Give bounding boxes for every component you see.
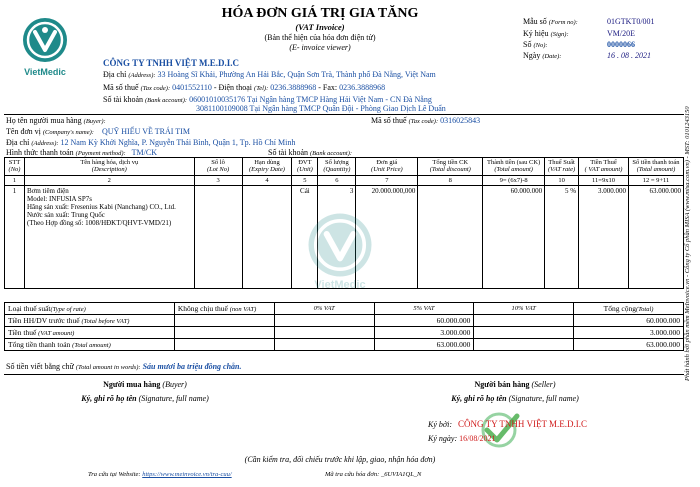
seller-sign-label-en: (Seller) [531,380,556,389]
no-label-en: (No): [533,42,548,49]
date-row [523,51,693,60]
vat-label-cell [5,327,175,339]
column-header-label-en: (Unit) [296,166,313,174]
buyer-sign-note [50,394,240,403]
buyer-payment-row [6,148,157,157]
lookup-link[interactable]: https://www.meinvoice.vn/tra-cuu/ [142,471,232,478]
column-header-label: Tiền Thuế [590,159,617,166]
buyer-address: 12 Nam Kỳ Khởi Nghĩa, P. Nguyễn Thái Bình, Quận 1, Tp. Hồ Chí Minh [60,138,296,147]
vat-label-en: (VAT amount) [38,330,75,337]
column-header-label-en: (Total amount) [494,166,533,174]
pay-10 [474,339,574,351]
words-label-en: (Total amount in words): [75,364,141,371]
divider [4,374,684,375]
column-header-label-en: (Lot No) [206,166,230,174]
buyer-name-label-en: (Buyer): [83,118,106,125]
before-notax [174,315,274,327]
seller-fax: 0236.3888968 [339,83,386,92]
total-label: Tổng cộng [603,304,636,313]
column-header [194,158,242,176]
divider [4,114,684,115]
buyer-sign-label: Người mua hàng [103,380,161,389]
seller-sign-note-label: Ký, ghi rõ họ tên [451,394,507,403]
before-label: Tiền HH/DV trước thuế [8,316,80,325]
row-qty: 3 [318,185,356,288]
column-header-label-en: (Total discount) [429,166,471,174]
serial-label: Ký hiệu [523,29,549,38]
vat-row [5,327,684,339]
rate-label-cell [5,303,175,315]
row-amount: 60.000.000 [483,185,545,288]
row-rate: 5 % [545,185,579,288]
seller-bank-label: Số tài khoản [103,95,143,104]
seller-phone-label-en: (Tel): [254,85,269,92]
column-number: 3 [194,175,242,185]
checkmark-icon [477,410,523,450]
buyer-sign-note-en: (Signature, full name) [138,394,209,403]
buyer-address-label: Địa chỉ [6,138,30,147]
pay-notax [174,339,274,351]
company-logo [12,12,78,78]
column-header [5,158,25,176]
invoice-note: (Bản thể hiện của hóa đơn điện tử) [264,33,376,42]
buyer-address-row [6,138,295,147]
code-label: Mã tra cứu hóa đơn: [325,471,380,478]
before-row [5,315,684,327]
serial-label-en: (Sign): [550,31,569,38]
seller-bank-label-en: (Bank account): [145,97,188,104]
lookup-code: _6UVIA1QL_N [380,471,422,478]
before-5: 60.000.000 [374,315,474,327]
invoice-note-en: (E- invoice viewer) [289,43,351,52]
column-header [418,158,483,176]
side-publisher-text: Phát hành bởi phần mềm MeInvoice.vn - Công ty Cổ phần MISA (www.misa.com.vn) - MST: 0101243150 [684,106,691,381]
row-no: 1 [5,185,25,288]
buyer-sign-note-label: Ký, ghi rõ họ tên [81,394,137,403]
notax-cell [174,303,274,315]
column-header-label-en: (Description) [91,166,127,174]
pay-0 [274,339,374,351]
no-label: Số [523,40,532,49]
seller-tax-label: Mã số thuế [103,83,139,92]
buyer-name-row [6,116,106,125]
column-header-label-en: (No) [8,166,21,174]
watermark-icon [300,205,380,285]
buyer-account-label: Số tài khoản [268,148,308,157]
row-total: 63.000.000 [628,185,683,288]
column-number: 12 = 9+11 [628,175,683,185]
row-unit: Cái [292,185,318,288]
total-label-en: (Total) [635,306,654,313]
column-header-label-en: (Quantity) [323,166,351,174]
column-header-label: Số lô [211,159,225,166]
column-header-label: Thuế Suất [548,159,575,166]
row-price: 20.000.000,000 [356,185,418,288]
seller-bank-1: 06001010035176 Tại Ngân hàng TMCP Hàng Hải Việt Nam - CN Đà Nẵng [189,95,432,104]
desc-line: Nước sản xuất: Trung Quốc [26,210,105,219]
signed-date-label: Ký ngày: [428,434,458,443]
vat-label: Tiền thuế [8,328,37,337]
buyer-sign-label-en: (Buyer) [162,380,187,389]
pay-total: 63.000.000 [574,339,684,351]
digital-signature[interactable] [422,410,622,448]
desc-line: Model: INFUSIA SP7s [26,194,92,203]
signed-date-row [428,434,496,443]
lookup-label: Tra cứu tại Website: [88,471,141,478]
buyer-payment-label: Hình thức thanh toán [6,148,74,157]
column-number: 10 [545,175,579,185]
serial-row [523,29,693,38]
seller-address-row [103,70,436,79]
invoice-subtitle: (VAT Invoice) [295,22,345,32]
before-label-cell [5,315,175,327]
form-number-row [523,17,693,26]
row-lot [194,185,242,288]
column-header-label-en: ( VAT amount) [584,166,623,174]
before-total: 60.000.000 [574,315,684,327]
watermark-text: VietMedic [314,279,366,291]
column-header-label: STT [8,159,21,166]
vat-0 [274,327,374,339]
seller-address-label: Địa chỉ [103,70,127,79]
column-number: 5 [292,175,318,185]
pay-5: 63.000.000 [374,339,474,351]
buyer-address-label-en: (Address): [31,140,59,147]
serial-value: VM/20E [607,29,635,38]
vat-5: 3.000.000 [374,327,474,339]
table-header-row [5,158,684,176]
pay-label-en: (Total amount) [72,342,111,349]
date-value: 16 . 08 . 2021 [607,51,651,60]
vat-total: 3.000.000 [574,327,684,339]
column-number: 7 [356,175,418,185]
summary-table [4,302,684,351]
seller-bank-row [103,95,432,104]
column-number: 4 [242,175,292,185]
column-header [545,158,579,176]
column-number: 1 [5,175,25,185]
seller-sign-label: Người bán hàng [474,380,530,389]
column-header-label-en: (VAT rate) [547,166,576,174]
row-vat: 3.000.000 [579,185,629,288]
buyer-tax: 0316025843 [440,116,481,125]
vat-10 [474,327,574,339]
seller-tax-row [103,83,385,92]
signed-by: CÔNG TY TNHH VIỆT M.E.D.I.C [458,419,588,429]
pay-row [5,339,684,351]
buyer-name-label: Họ tên người mua hàng [6,116,82,125]
column-header [242,158,292,176]
column-header [292,158,318,176]
column-header-label-en: (Unit Price) [371,166,403,174]
seller-address: 33 Hoàng Sĩ Khải, Phường An Hải Bắc, Quận Sơn Trà, Thành phố Đà Nẵng, Việt Nam [157,70,436,79]
seller-tax: 0401552110 [172,83,212,92]
seller-sign-note-en: (Signature, full name) [508,394,579,403]
buyer-account-row [268,148,352,157]
column-header-label: Số tiền thanh toán [632,159,680,166]
column-header-label: Tên hàng hóa, dịch vụ [80,159,139,166]
rate-10: 10% VAT [474,303,574,315]
buyer-payment: TM/CK [131,148,157,157]
buyer-tax-label: Mã số thuế [371,116,407,125]
seller-address-label-en: (Address): [128,72,156,79]
column-header [318,158,356,176]
seller-phone-label: - Điện thoại [213,83,253,92]
buyer-payment-label-en: (Payment method): [75,150,126,157]
pay-label: Tổng tiền thanh toán [8,340,71,349]
column-header-label: Số lượng [324,159,349,166]
column-header [579,158,629,176]
form-label-en: (Form no): [548,19,578,26]
column-header-label: Đơn giá [376,159,398,166]
invoice-title: HÓA ĐƠN GIÁ TRỊ GIA TĂNG [221,6,419,21]
rate-label-en: (Type of rate) [50,306,86,313]
seller-sign-title [430,380,600,389]
column-number: 9= (6x7)-8 [483,175,545,185]
buyer-company-label: Tên đơn vị [6,127,41,136]
column-header [483,158,545,176]
column-number: 11=9x10 [579,175,629,185]
vat-notax [174,327,274,339]
rate-label: Loại thuế suất [8,304,51,313]
total-label-cell [574,303,684,315]
footer-code [325,471,421,478]
footer-check-note: (Cần kiểm tra, đối chiếu trước khi lập, giao, nhận hóa đơn) [244,455,436,464]
column-header-label-en: (Expiry Date) [249,166,285,174]
buyer-company-row [6,127,190,136]
seller-phone: 0236.3888968 [270,83,317,92]
seller-sign-note [420,394,610,403]
before-0 [274,315,374,327]
row-description [24,185,194,288]
date-label: Ngày [523,51,541,60]
column-number: 8 [418,175,483,185]
rate-5: 5% VAT [374,303,474,315]
words-label: Số tiền viết bằng chữ [6,362,74,371]
column-number: 6 [318,175,356,185]
notax-label-en: (non VAT) [229,306,257,313]
seller-bank-2: 3081100109008 Tại Ngân hàng TMCP Quân Đội - Phòng Giao Dịch Lê Duẩn [196,104,446,113]
signed-date: 16/08/2021 [459,434,496,443]
column-header-label: Tổng tiền CK [432,159,469,166]
desc-line: (Theo Hợp đồng số: 1008/HĐKT/QHVT-VMD/21) [26,218,172,227]
buyer-account-label-en: (Bank account): [310,150,353,157]
amount-in-words: Sáu mươi ba triệu đồng chẵn. [142,362,242,371]
logo-text: VietMedic [24,67,66,77]
rate-row [5,303,684,315]
column-header [628,158,683,176]
footer-lookup [88,471,232,478]
desc-line: Bơm tiêm điện [26,186,69,195]
seller-tax-label-en: (Tax code): [140,85,171,92]
seller-name: CÔNG TY TNHH VIỆT M.E.D.I.C [103,58,240,68]
form-value: 01GTKT0/001 [607,17,655,26]
rate-0: 0% VAT [274,303,374,315]
column-header [24,158,194,176]
invoice-no-row [523,40,693,49]
watermark-logo [300,205,380,295]
buyer-tax-label-en: (Tax code): [408,118,439,125]
row-discount [418,185,483,288]
no-value: 0000066 [607,40,635,49]
form-label: Mẫu số [523,17,547,26]
column-header [356,158,418,176]
buyer-company: QUỸ HIẾU VỀ TRÁI TIM [101,127,190,136]
date-label-en: (Date): [542,53,562,60]
table-number-row [5,175,684,185]
notax-label: Không chịu thuế [177,304,228,313]
column-number: 2 [24,175,194,185]
before-10 [474,315,574,327]
column-header-label: Hạn dùng [254,159,280,166]
pay-label-cell [5,339,175,351]
buyer-tax-row [371,116,480,125]
desc-line: Hãng sản xuất: Fresenius Kabi (Nanchang) CO., Ltd. [26,202,176,211]
buyer-company-label-en: (Company's name): [42,129,94,136]
signed-by-row [428,419,587,429]
before-label-en: (Total before VAT) [81,318,130,325]
buyer-sign-title [60,380,230,389]
column-header-label-en: (Total amount) [636,166,676,174]
column-header-label: ĐVT [298,159,312,166]
words-row [6,362,242,371]
signed-by-label: Ký bởi: [428,420,453,429]
seller-fax-label: - Fax: [318,83,338,92]
row-expiry [242,185,292,288]
column-header-label: Thành tiền (sau CK) [487,159,541,166]
